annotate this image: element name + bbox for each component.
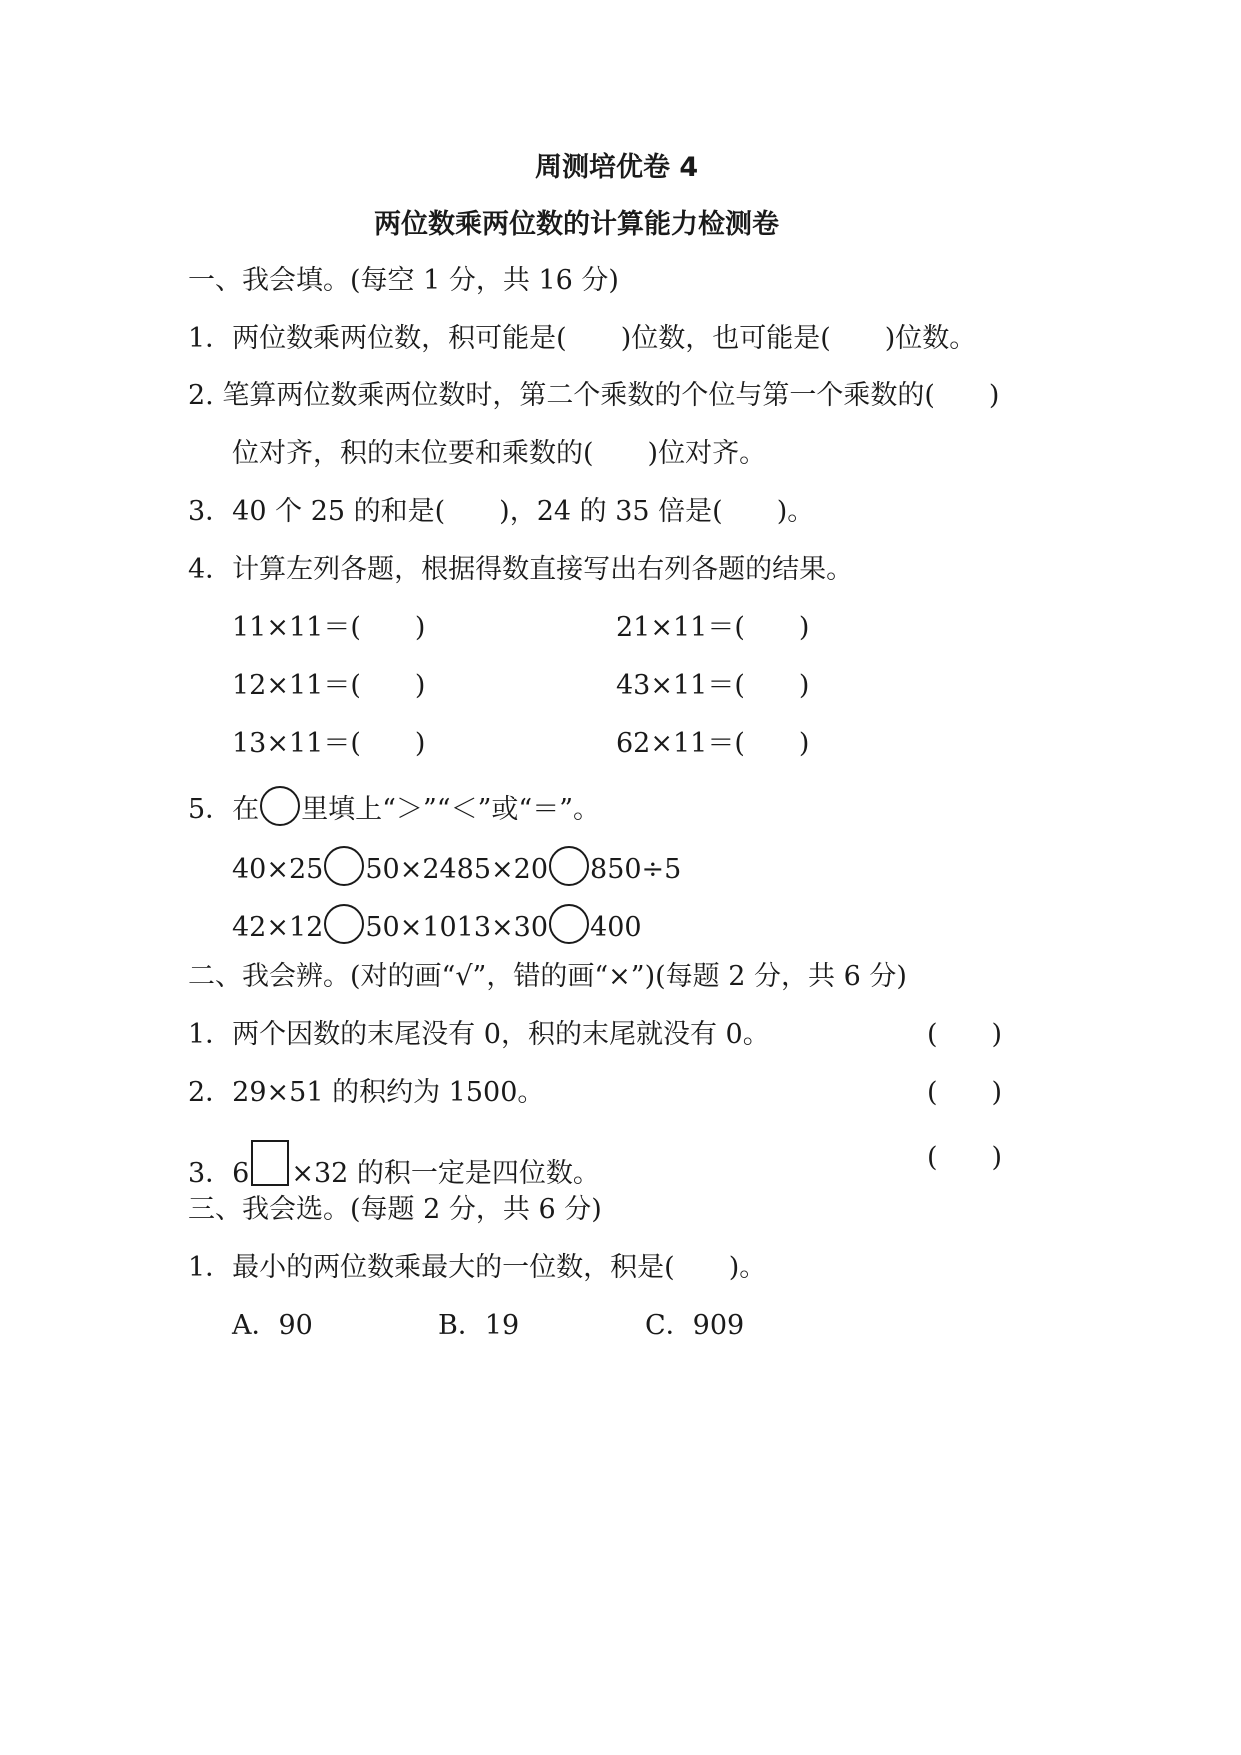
section1-question-3: 3．40 个 25 的和是( )，24 的 35 倍是( )。: [188, 496, 815, 527]
q5-row2-expr-a: 42×12: [232, 912, 324, 943]
q4-left-item-3: 13×11＝( ): [232, 728, 426, 759]
q5-row1-expr-a: 40×25: [232, 854, 324, 885]
section2-question-2: 2．29×51 的积约为 1500。: [188, 1077, 545, 1108]
answer-circle[interactable]: [549, 904, 589, 944]
option-c[interactable]: C．909: [645, 1310, 745, 1341]
q4-right-item-2: 43×11＝( ): [616, 670, 810, 701]
q4-right-item-3: 62×11＝( ): [616, 728, 810, 759]
answer-bracket[interactable]: ( ): [927, 1019, 1003, 1050]
section1-heading: 一、我会填。(每空 1 分，共 16 分): [188, 265, 619, 296]
page-title: 周测培优卷 4: [535, 152, 699, 183]
q5-row-2: [232, 904, 642, 946]
section3-question-1: 1．最小的两位数乘最大的一位数，积是( )。: [188, 1252, 767, 1283]
q5-prefix: 5．在: [188, 794, 260, 825]
answer-bracket[interactable]: ( ): [927, 1142, 1003, 1173]
digit-box: [251, 1140, 289, 1186]
q3-suffix: ×32 的积一定是四位数。: [291, 1158, 600, 1189]
answer-circle[interactable]: [324, 904, 364, 944]
section3-heading: 三、我会选。(每题 2 分，共 6 分): [188, 1194, 602, 1225]
q4-left-item-2: 12×11＝( ): [232, 670, 426, 701]
q3-prefix: 3．6: [188, 1158, 250, 1189]
option-a[interactable]: A．90: [232, 1310, 313, 1341]
answer-circle[interactable]: [549, 846, 589, 886]
answer-bracket[interactable]: ( ): [927, 1077, 1003, 1108]
q5-suffix: 里填上“＞”“＜”或“＝”。: [301, 794, 601, 825]
section2-heading: 二、我会辨。(对的画“√”，错的画“×”)(每题 2 分，共 6 分): [188, 961, 907, 992]
q5-row2-expr-b: 50×1013×30: [365, 912, 549, 943]
option-b[interactable]: B．19: [438, 1310, 520, 1341]
q5-row1-expr-b: 50×2485×20: [365, 854, 549, 885]
comparison-circle: [260, 786, 300, 826]
q4-left-item-1: 11×11＝( ): [232, 612, 426, 643]
section1-question-5: [188, 786, 600, 828]
q5-row2-expr-c: 400: [590, 912, 642, 943]
section1-question-1: 1．两位数乘两位数，积可能是( )位数，也可能是( )位数。: [188, 323, 977, 354]
section2-question-3: [188, 1140, 600, 1192]
section1-question-4: 4．计算左列各题，根据得数直接写出右列各题的结果。: [188, 554, 854, 585]
q5-row-1: [232, 846, 681, 888]
section1-question-2-line-2: 位对齐，积的末位要和乘数的( )位对齐。: [232, 438, 767, 469]
answer-circle[interactable]: [324, 846, 364, 886]
q4-right-item-1: 21×11＝( ): [616, 612, 810, 643]
section1-question-2-line-1: 2. 笔算两位数乘两位数时，第二个乘数的个位与第一个乘数的( ): [188, 380, 1000, 411]
page-subtitle: 两位数乘两位数的计算能力检测卷: [374, 209, 779, 240]
section2-question-1: 1．两个因数的末尾没有 0，积的末尾就没有 0。: [188, 1019, 770, 1050]
q5-row1-expr-c: 850÷5: [590, 854, 682, 885]
